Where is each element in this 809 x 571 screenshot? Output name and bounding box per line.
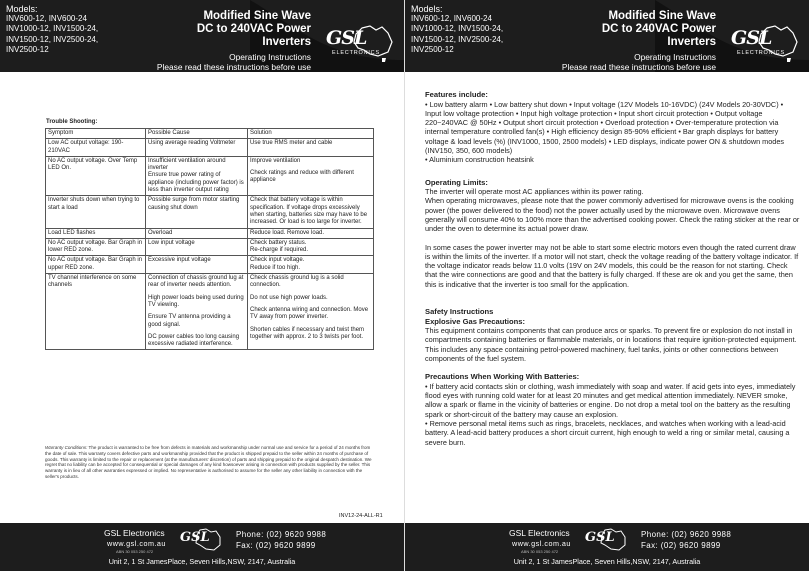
models-list: Models: INV600-12, INV600-24 INV1000-12, INV1500-24, INV1500-12, INV2500-24, INV2500-12	[6, 4, 99, 54]
safety-heading: Safety Instructions	[425, 307, 494, 317]
abn-number: ABN 30 053 250 472	[521, 549, 559, 554]
gas-heading: Explosive Gas Precautions:	[425, 316, 526, 326]
main-content	[425, 90, 800, 447]
website-link[interactable]: www.gsl.com.au	[512, 539, 571, 548]
gsl-logo: GSL ELECTRONICS	[723, 24, 805, 64]
col-cause: Possible Cause	[146, 129, 248, 139]
gas-text: This equipment contains components that can produce arcs or sparks. To prevent fire or explosion do not install in compartments containing batteries or flammable materials, or in locations that require ignition-protected equipment. This includes any space containing petrol-powered machinery, fuel tanks, joints or other connections between components of the fuel system.	[425, 326, 797, 363]
gsl-logo: GSL ELECTRONICS	[318, 24, 400, 64]
header-band	[0, 0, 404, 80]
operating-limits-heading: Operating Limits:	[425, 177, 488, 187]
table-header-row	[46, 129, 374, 139]
company-name: GSL Electronics	[104, 528, 165, 538]
warranty-conditions: Warranty Conditions: The product is warranted to be free from defects in materials and workmanship under normal use and service for a period of 24 months from the date of sale. This warranty covers defective parts and workmanship provided that the product is shipped prepaid to the seller within 24 months of purchase of goods. This warranty is limited to the repair or replacement (at the manufacturers' discretion) of parts and shipping prepaid to the original despatch destination. We regret that no liability can be accepted for consequential or special damages of any kind howsoever arising in connection with products supplied by the seller. This warranty is in lieu of all other warranties expressed or implied. No representative is authorised to assume for the seller any other liability in connection with the seller's products.	[45, 445, 372, 479]
operating-limits-p1: The inverter will operate most AC appliances within its power rating.	[425, 187, 644, 197]
address: Unit 2, 1 St JamesPlace, Seven Hills,NSW, 2147, Australia	[513, 557, 701, 566]
footer-logo: GSL	[176, 527, 224, 555]
footer-logo: GSL	[581, 527, 629, 555]
trouble-shooting-table	[45, 128, 374, 350]
document-code: INV12-24-ALL-R1	[339, 513, 383, 519]
col-solution: Solution	[248, 129, 374, 139]
website-link[interactable]: www.gsl.com.au	[107, 539, 166, 548]
page-number: Page 1of 4	[682, 73, 716, 80]
table-row: No AC output voltage. Over Temp LED On. Insufficient ventilation around inverter Ensure true power rating of appliance (including power factor) is less than inverter output rating Improve ventilation Check ratings and reduce with different appliance	[46, 156, 374, 195]
page-number: Page 4 of 4	[275, 73, 311, 80]
table-row: TV channel interference on some channels Connection of chassis ground lug at rear of inverter needs attention. High power loads being used during TV viewing. Ensure TV antenna providing a good signal. DC power cables too long causing excessive radiated interference. Check chassis ground lug is a solid connection. Do not use high power loads. Check antenna wiring and connection. Move TV away from power inverter. Shorten cables if necessary and twist them together with approx. 2 to 3 twists per foot.	[46, 274, 374, 350]
abn-number: ABN 30 053 250 472	[116, 549, 154, 554]
doc-title: Modified Sine Wave DC to 240VAC Power Inverters Operating Instructions Please read these instructions before use Page 1of 4	[555, 10, 716, 81]
phone-number: Phone: (02) 9620 9988	[236, 530, 327, 539]
footer-band	[0, 523, 404, 571]
operating-limits-p2: When operating microwaves, please note that the power commonly advertised for microwave ovens is the cooking power (the power delivered to the food) not the power actually used by the microwave oven. Microwave ovens generally will consume 40% to 100% more than the advertised cooking power. Check the rating sticker at the rear or under the oven to determine its actual power draw.	[425, 196, 800, 234]
doc-title: Modified Sine Wave DC to 240VAC Power Inverters Operating Instructions Please read these instructions before use Page 4 of 4	[150, 10, 311, 81]
table-row: No AC output voltage. Bar Graph in upper RED zone. Excessive input voltage Check input voltage. Reduce if too high.	[46, 256, 374, 274]
footer-band	[405, 523, 809, 571]
trouble-shooting-title: Trouble Shooting:	[46, 119, 98, 125]
address: Unit 2, 1 St JamesPlace, Seven Hills,NSW, 2147, Australia	[108, 557, 296, 566]
phone-number: Phone: (02) 9620 9988	[641, 530, 732, 539]
page-4	[0, 0, 404, 571]
features-list: • Low battery alarm • Low battery shut down • Input voltage (12V Models 10-16VDC) (24V Models 20-30VDC) • Input low voltage protection • Input high voltage protection • Input short circuit protection • Output voltage 220~240VAC @ 50Hz • Output short circuit protection • Overload protection • Over-temperature protection via internal temperature controlled fan(s) • High efficiency design 85-90% efficient • Bar graph displays for battery voltage & load levels (%) (INV1000, 1500, 2500 models) • LED displays, indicate power ON & shutdown modes (INV150, 350, 600 models)	[425, 99, 785, 155]
fax-number: Fax: (02) 9620 9899	[236, 541, 316, 550]
features-heading: Features include:	[425, 90, 488, 99]
battery-heading: Precautions When Working With Batteries:	[425, 372, 580, 382]
fax-number: Fax: (02) 9620 9899	[641, 541, 721, 550]
table-row: Load LED flashes Overload Reduce load. Remove load.	[46, 228, 374, 238]
table-row: Low AC output voltage: 190-210VAC Using average reading Voltmeter Use true RMS meter and cable	[46, 139, 374, 157]
operating-limits-p3: In some cases the power inverter may not be able to start some electric motors even though the rated current draw is within the limits of the inverter. If a motor will not start, check the voltage reading of the battery voltage indicator. If the voltage indicator reads below 11.0 volts (19V on 24V models, this could be the reason for not starting. Check that the wire connections are good and that the battery is fully charged. If these are ok and you get the same, then this is indicative that the inverter is too small for the application.	[425, 242, 799, 289]
battery-text-2: • Remove personal metal items such as rings, bracelets, necklaces, and watches when working with a lead-acid battery. A lead-acid battery produces a short circuit current, high enough to weld a ring or similar metal, causing a severe burn.	[425, 418, 790, 447]
table-row: No AC output voltage. Bar Graph in lower RED zone. Low input voltage Check battery status. Re-charge if required.	[46, 238, 374, 256]
company-name: GSL Electronics	[509, 528, 570, 538]
features-list-extra: • Aluminium construction heatsink	[425, 155, 534, 165]
col-symptom: Symptom	[46, 129, 146, 139]
models-list: Models: INV600-12, INV600-24 INV1000-12, INV1500-24, INV1500-12, INV2500-24, INV2500-12	[411, 4, 504, 54]
battery-text-1: • If battery acid contacts skin or clothing, wash immediately with soap and water. If acid gets into eyes, immediately flood eyes with running cold water for at least 20 minutes and get medical attention immediately. NEVER smoke, allow a spark or flame in the vicinity of batteries or engine. Do not drop a metal tool on the battery as the resulting spark or short-circuit of the battery may cause an explosion.	[425, 381, 796, 419]
table-row: Inverter shuts down when trying to start a load Possible surge from motor starting causing shut down Check that battery voltage is within specification. If voltage drops excessively when starting, batteries size may have to be increased. Or load is too large for inverter.	[46, 196, 374, 228]
header-band	[405, 0, 809, 80]
page-1	[404, 0, 808, 571]
